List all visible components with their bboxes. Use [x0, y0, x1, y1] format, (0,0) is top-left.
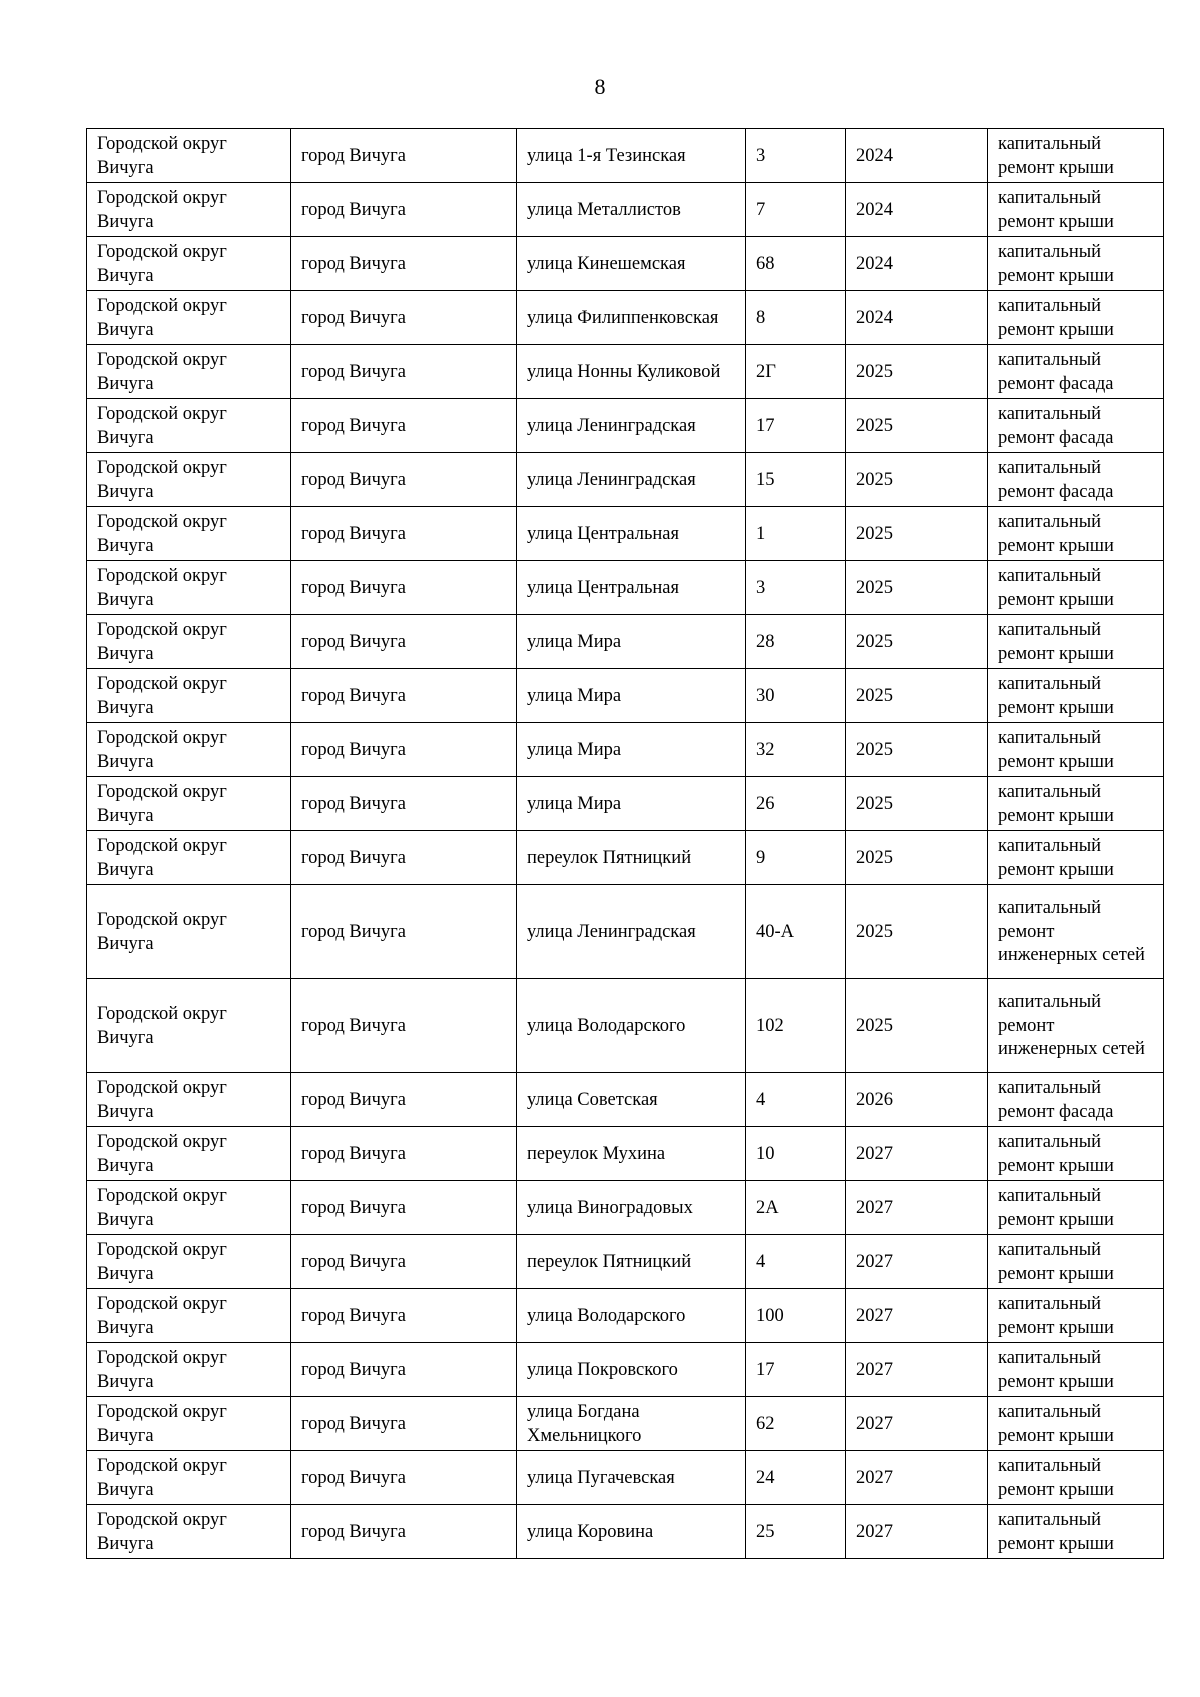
year-cell: 2027: [846, 1127, 988, 1181]
table-row: [87, 885, 1164, 979]
table-row: [87, 1289, 1164, 1343]
street-cell: улица Кинешемская: [517, 237, 746, 291]
work-type-cell: капитальный ремонт крыши: [988, 129, 1164, 183]
table-row: [87, 291, 1164, 345]
city-cell: город Вичуга: [291, 979, 517, 1073]
year-cell: 2025: [846, 777, 988, 831]
district-cell: Городской округ Вичуга: [87, 615, 291, 669]
city-cell: город Вичуга: [291, 1235, 517, 1289]
year-cell: 2025: [846, 507, 988, 561]
street-cell: улица Металлистов: [517, 183, 746, 237]
house-number-cell: 15: [746, 453, 846, 507]
work-type-cell: капитальный ремонт крыши: [988, 669, 1164, 723]
table-row: [87, 669, 1164, 723]
house-number-cell: 28: [746, 615, 846, 669]
year-cell: 2027: [846, 1235, 988, 1289]
street-cell: улица Советская: [517, 1073, 746, 1127]
city-cell: город Вичуга: [291, 1505, 517, 1559]
table-row: [87, 615, 1164, 669]
house-number-cell: 2А: [746, 1181, 846, 1235]
year-cell: 2025: [846, 885, 988, 979]
city-cell: город Вичуга: [291, 291, 517, 345]
street-cell: улица Мира: [517, 615, 746, 669]
district-cell: Городской округ Вичуга: [87, 669, 291, 723]
work-type-cell: капитальный ремонт фасада: [988, 1073, 1164, 1127]
district-cell: Городской округ Вичуга: [87, 1289, 291, 1343]
works-table: [86, 128, 1164, 1559]
house-number-cell: 100: [746, 1289, 846, 1343]
city-cell: город Вичуга: [291, 1343, 517, 1397]
work-type-cell: капитальный ремонт фасада: [988, 345, 1164, 399]
house-number-cell: 4: [746, 1235, 846, 1289]
work-type-cell: капитальный ремонт крыши: [988, 1127, 1164, 1181]
house-number-cell: 8: [746, 291, 846, 345]
year-cell: 2027: [846, 1343, 988, 1397]
work-type-cell: капитальный ремонт крыши: [988, 237, 1164, 291]
table-row: [87, 1073, 1164, 1127]
house-number-cell: 10: [746, 1127, 846, 1181]
street-cell: улица Центральная: [517, 507, 746, 561]
work-type-cell: капитальный ремонт крыши: [988, 561, 1164, 615]
city-cell: город Вичуга: [291, 507, 517, 561]
house-number-cell: 17: [746, 1343, 846, 1397]
work-type-cell: капитальный ремонт фасада: [988, 399, 1164, 453]
table-row: [87, 1451, 1164, 1505]
city-cell: город Вичуга: [291, 885, 517, 979]
street-cell: улица Володарского: [517, 979, 746, 1073]
work-type-cell: капитальный ремонт крыши: [988, 183, 1164, 237]
works-table-body: [87, 129, 1164, 1559]
work-type-cell: капитальный ремонт крыши: [988, 291, 1164, 345]
work-type-cell: капитальный ремонт крыши: [988, 1505, 1164, 1559]
table-row: [87, 561, 1164, 615]
table-row: [87, 979, 1164, 1073]
year-cell: 2025: [846, 453, 988, 507]
table-row: [87, 345, 1164, 399]
house-number-cell: 2Г: [746, 345, 846, 399]
district-cell: Городской округ Вичуга: [87, 237, 291, 291]
city-cell: город Вичуга: [291, 129, 517, 183]
district-cell: Городской округ Вичуга: [87, 561, 291, 615]
city-cell: город Вичуга: [291, 1451, 517, 1505]
district-cell: Городской округ Вичуга: [87, 777, 291, 831]
city-cell: город Вичуга: [291, 1127, 517, 1181]
work-type-cell: капитальный ремонт крыши: [988, 1343, 1164, 1397]
street-cell: улица Ленинградская: [517, 399, 746, 453]
street-cell: улица Мира: [517, 669, 746, 723]
table-row: [87, 183, 1164, 237]
district-cell: Городской округ Вичуга: [87, 1127, 291, 1181]
district-cell: Городской округ Вичуга: [87, 1181, 291, 1235]
table-row: [87, 723, 1164, 777]
district-cell: Городской округ Вичуга: [87, 1343, 291, 1397]
house-number-cell: 1: [746, 507, 846, 561]
work-type-cell: капитальный ремонт крыши: [988, 777, 1164, 831]
work-type-cell: капитальный ремонт крыши: [988, 615, 1164, 669]
district-cell: Городской округ Вичуга: [87, 979, 291, 1073]
house-number-cell: 9: [746, 831, 846, 885]
city-cell: город Вичуга: [291, 831, 517, 885]
house-number-cell: 30: [746, 669, 846, 723]
district-cell: Городской округ Вичуга: [87, 723, 291, 777]
year-cell: 2025: [846, 669, 988, 723]
table-row: [87, 777, 1164, 831]
house-number-cell: 3: [746, 561, 846, 615]
table-row: [87, 1343, 1164, 1397]
district-cell: Городской округ Вичуга: [87, 831, 291, 885]
district-cell: Городской округ Вичуга: [87, 345, 291, 399]
street-cell: улица Виноградовых: [517, 1181, 746, 1235]
year-cell: 2027: [846, 1289, 988, 1343]
street-cell: улица Коровина: [517, 1505, 746, 1559]
year-cell: 2025: [846, 723, 988, 777]
work-type-cell: капитальный ремонт крыши: [988, 1397, 1164, 1451]
city-cell: город Вичуга: [291, 1397, 517, 1451]
year-cell: 2024: [846, 291, 988, 345]
house-number-cell: 32: [746, 723, 846, 777]
district-cell: Городской округ Вичуга: [87, 507, 291, 561]
street-cell: улица Володарского: [517, 1289, 746, 1343]
work-type-cell: капитальный ремонт инженерных сетей: [988, 979, 1164, 1073]
street-cell: переулок Пятницкий: [517, 1235, 746, 1289]
district-cell: Городской округ Вичуга: [87, 129, 291, 183]
year-cell: 2025: [846, 615, 988, 669]
street-cell: улица Нонны Куликовой: [517, 345, 746, 399]
work-type-cell: капитальный ремонт крыши: [988, 1451, 1164, 1505]
city-cell: город Вичуга: [291, 615, 517, 669]
street-cell: улица Филиппенковская: [517, 291, 746, 345]
year-cell: 2025: [846, 561, 988, 615]
street-cell: улица Мира: [517, 723, 746, 777]
district-cell: Городской округ Вичуга: [87, 1073, 291, 1127]
year-cell: 2027: [846, 1451, 988, 1505]
work-type-cell: капитальный ремонт крыши: [988, 1289, 1164, 1343]
city-cell: город Вичуга: [291, 1181, 517, 1235]
house-number-cell: 102: [746, 979, 846, 1073]
street-cell: улица Богдана Хмельницкого: [517, 1397, 746, 1451]
street-cell: улица Ленинградская: [517, 453, 746, 507]
street-cell: улица 1-я Тезинская: [517, 129, 746, 183]
city-cell: город Вичуга: [291, 723, 517, 777]
table-row: [87, 129, 1164, 183]
work-type-cell: капитальный ремонт крыши: [988, 1181, 1164, 1235]
district-cell: Городской округ Вичуга: [87, 1397, 291, 1451]
table-row: [87, 831, 1164, 885]
city-cell: город Вичуга: [291, 561, 517, 615]
city-cell: город Вичуга: [291, 453, 517, 507]
city-cell: город Вичуга: [291, 1073, 517, 1127]
city-cell: город Вичуга: [291, 777, 517, 831]
house-number-cell: 25: [746, 1505, 846, 1559]
district-cell: Городской округ Вичуга: [87, 183, 291, 237]
year-cell: 2027: [846, 1397, 988, 1451]
street-cell: улица Ленинградская: [517, 885, 746, 979]
house-number-cell: 17: [746, 399, 846, 453]
city-cell: город Вичуга: [291, 399, 517, 453]
district-cell: Городской округ Вичуга: [87, 1235, 291, 1289]
city-cell: город Вичуга: [291, 1289, 517, 1343]
district-cell: Городской округ Вичуга: [87, 1451, 291, 1505]
year-cell: 2025: [846, 345, 988, 399]
house-number-cell: 24: [746, 1451, 846, 1505]
house-number-cell: 4: [746, 1073, 846, 1127]
table-row: [87, 399, 1164, 453]
work-type-cell: капитальный ремонт фасада: [988, 453, 1164, 507]
district-cell: Городской округ Вичуга: [87, 399, 291, 453]
district-cell: Городской округ Вичуга: [87, 885, 291, 979]
work-type-cell: капитальный ремонт инженерных сетей: [988, 885, 1164, 979]
street-cell: улица Центральная: [517, 561, 746, 615]
table-row: [87, 1505, 1164, 1559]
city-cell: город Вичуга: [291, 237, 517, 291]
district-cell: Городской округ Вичуга: [87, 291, 291, 345]
table-row: [87, 1181, 1164, 1235]
district-cell: Городской округ Вичуга: [87, 1505, 291, 1559]
street-cell: переулок Мухина: [517, 1127, 746, 1181]
page-number: 8: [594, 74, 606, 99]
city-cell: город Вичуга: [291, 669, 517, 723]
house-number-cell: 3: [746, 129, 846, 183]
year-cell: 2026: [846, 1073, 988, 1127]
table-row: [87, 1127, 1164, 1181]
house-number-cell: 26: [746, 777, 846, 831]
city-cell: город Вичуга: [291, 345, 517, 399]
year-cell: 2024: [846, 237, 988, 291]
year-cell: 2024: [846, 129, 988, 183]
district-cell: Городской округ Вичуга: [87, 453, 291, 507]
work-type-cell: капитальный ремонт крыши: [988, 1235, 1164, 1289]
work-type-cell: капитальный ремонт крыши: [988, 507, 1164, 561]
house-number-cell: 40-А: [746, 885, 846, 979]
year-cell: 2027: [846, 1181, 988, 1235]
street-cell: улица Пугачевская: [517, 1451, 746, 1505]
year-cell: 2024: [846, 183, 988, 237]
table-row: [87, 507, 1164, 561]
street-cell: улица Покровского: [517, 1343, 746, 1397]
table-row: [87, 453, 1164, 507]
year-cell: 2027: [846, 1505, 988, 1559]
house-number-cell: 7: [746, 183, 846, 237]
year-cell: 2025: [846, 399, 988, 453]
house-number-cell: 62: [746, 1397, 846, 1451]
work-type-cell: капитальный ремонт крыши: [988, 831, 1164, 885]
table-row: [87, 237, 1164, 291]
table-row: [87, 1397, 1164, 1451]
work-type-cell: капитальный ремонт крыши: [988, 723, 1164, 777]
house-number-cell: 68: [746, 237, 846, 291]
year-cell: 2025: [846, 979, 988, 1073]
table-row: [87, 1235, 1164, 1289]
city-cell: город Вичуга: [291, 183, 517, 237]
street-cell: улица Мира: [517, 777, 746, 831]
year-cell: 2025: [846, 831, 988, 885]
street-cell: переулок Пятницкий: [517, 831, 746, 885]
